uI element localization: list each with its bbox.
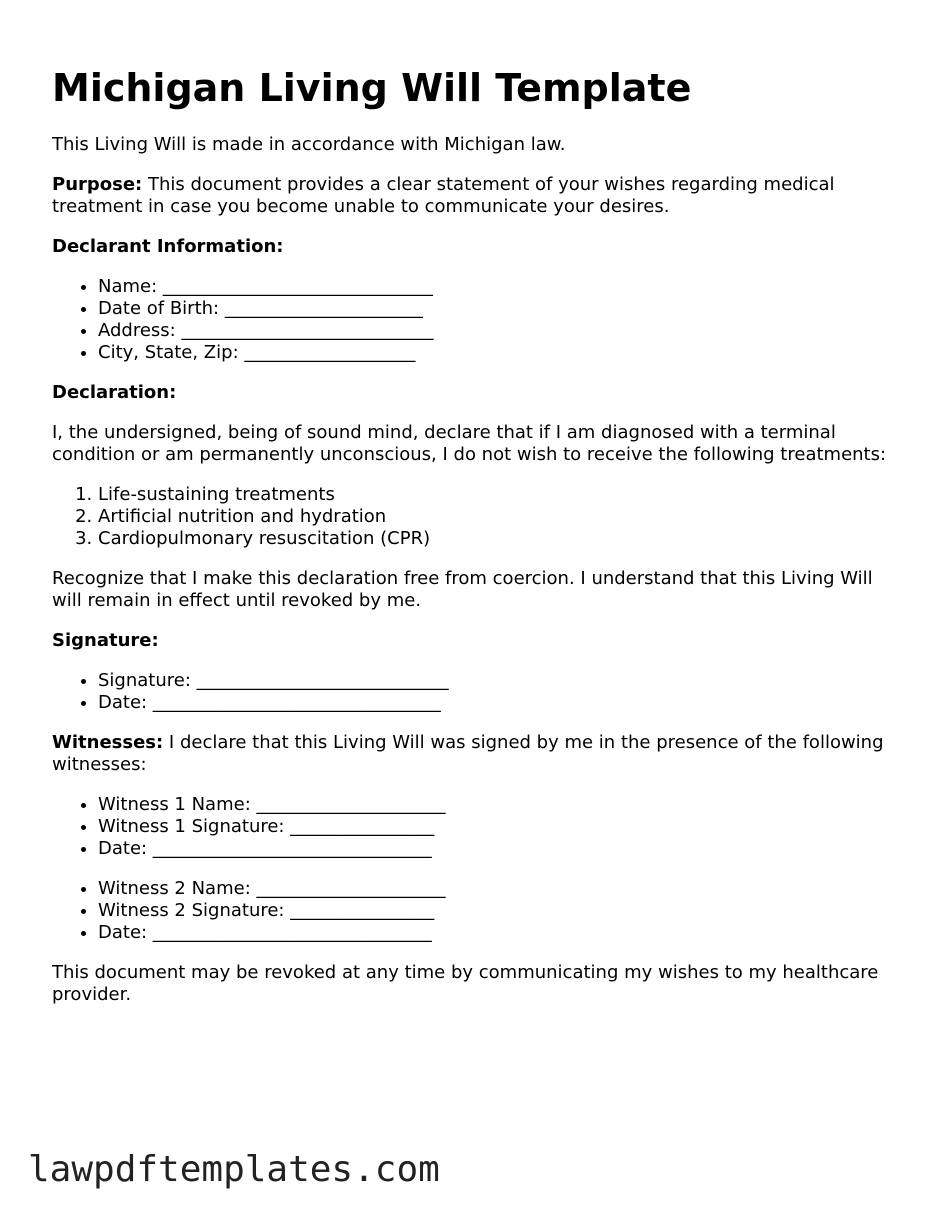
witness2-date-field: • Date: _______________________________	[98, 922, 902, 944]
signature-fields-list	[52, 670, 902, 714]
declarant-dob-field: • Date of Birth: ______________________	[98, 298, 902, 320]
declaration-heading: Declaration:	[52, 382, 177, 403]
witnesses-paragraph	[52, 732, 902, 776]
treatments-list	[52, 484, 902, 550]
signature-heading: Signature:	[52, 630, 159, 651]
witness1-date-field: • Date: _______________________________	[98, 838, 902, 860]
witness1-name-field: • Witness 1 Name: _____________________	[98, 794, 902, 816]
purpose-paragraph	[52, 174, 902, 218]
declarant-fields-list	[52, 276, 902, 364]
witness2-signature-field: • Witness 2 Signature: ________________	[98, 900, 902, 922]
document-page	[52, 64, 902, 1024]
witness1-signature-field: • Witness 1 Signature: ________________	[98, 816, 902, 838]
witness2-fields-list	[52, 878, 902, 944]
declarant-heading: Declarant Information:	[52, 236, 284, 257]
purpose-label: Purpose:	[52, 174, 143, 195]
declarant-name-field: • Name: ______________________________	[98, 276, 902, 298]
treatment-item: 2. Artificial nutrition and hydration	[98, 506, 902, 528]
treatment-item: 3. Cardiopulmonary resuscitation (CPR)	[98, 528, 902, 550]
revocation-text: This document may be revoked at any time by communicating my wishes to my healthcare provider.	[52, 962, 879, 1005]
signature-date-field: • Date: ________________________________	[98, 692, 902, 714]
declaration-text: I, the undersigned, being of sound mind, declare that if I am diagnosed with a terminal condition or am permanently unconscious, I do not wish to receive the following treatments:	[52, 422, 887, 465]
witnesses-label: Witnesses:	[52, 732, 164, 753]
signature-field: • Signature: ____________________________	[98, 670, 902, 692]
witnesses-text: I declare that this Living Will was signed by me in the presence of the following witnesses:	[52, 732, 884, 775]
intro-text: This Living Will is made in accordance with Michigan law.	[52, 134, 566, 155]
witness1-fields-list	[52, 794, 902, 860]
witness2-name-field: • Witness 2 Name: _____________________	[98, 878, 902, 900]
treatment-item: 1. Life-sustaining treatments	[98, 484, 902, 506]
page-title: Michigan Living Will Template	[52, 66, 692, 110]
declarant-address-field: • Address: ____________________________	[98, 320, 902, 342]
footer-watermark: lawpdftemplates.com	[28, 1149, 440, 1190]
declaration-closing: Recognize that I make this declaration free from coercion. I understand that this Living Will will remain in effect until revoked by me.	[52, 568, 873, 611]
purpose-text: This document provides a clear statement of your wishes regarding medical treatment in case you become unable to communicate your desires.	[52, 174, 835, 217]
declarant-city-field: • City, State, Zip: ___________________	[98, 342, 902, 364]
